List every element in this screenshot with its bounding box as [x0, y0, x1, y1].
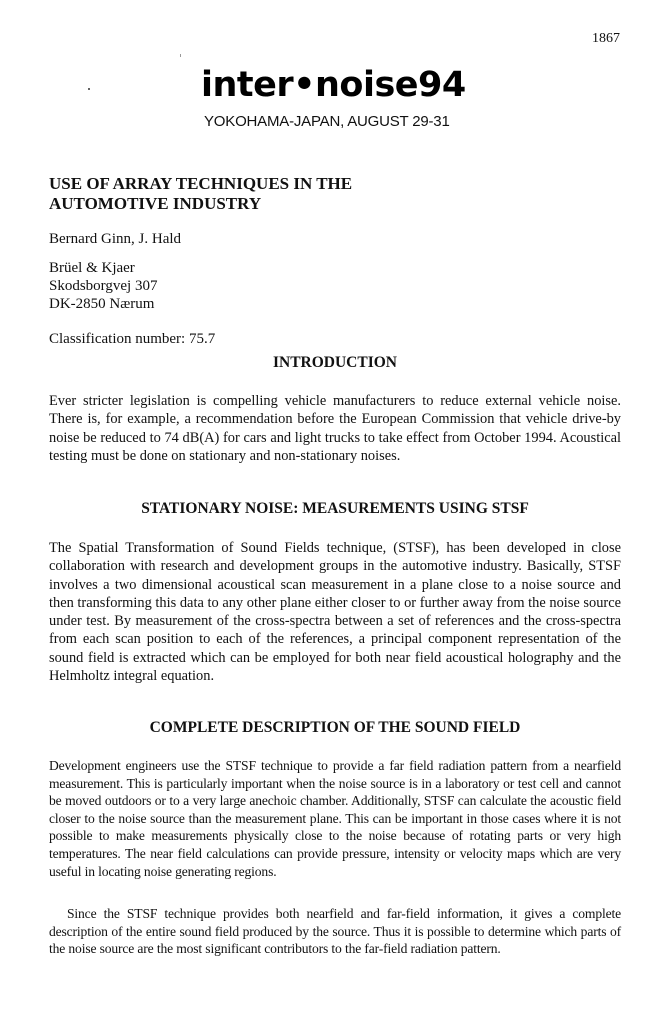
- paper-title-line-2: AUTOMOTIVE INDUSTRY: [49, 194, 262, 213]
- classification-number: Classification number: 75.7: [49, 331, 216, 347]
- affiliation-line: DK-2850 Nærum: [49, 296, 155, 312]
- affiliation-address: [49, 259, 157, 313]
- page-number: 1867: [592, 31, 620, 46]
- conference-logo: inter•noise94: [201, 65, 466, 105]
- section-heading-sound-field: COMPLETE DESCRIPTION OF THE SOUND FIELD: [149, 719, 521, 736]
- paragraph-sound-field-2: Since the STSF technique provides both nearfield and far-field information, it gives a complete description of the entire sound field produced by the source. Thus it is possible to determine which parts of the noise source are the most significant contributors to the far-field radiation pattern.: [49, 906, 621, 957]
- author-list: Bernard Ginn, J. Hald: [49, 231, 182, 247]
- section-heading-stationary-noise: STATIONARY NOISE: MEASUREMENTS USING STSF: [141, 500, 529, 517]
- scan-artifact-dot: [88, 88, 90, 90]
- scan-artifact-mark: [180, 54, 181, 57]
- paragraph-introduction: Ever stricter legislation is compelling vehicle manufacturers to reduce external vehicle noise. There is, for example, a recommendation before the European Commission that vehicle drive-by noise be reduced to 74 dB(A) for cars and light trucks to take effect from October 1994. Acoustical testing must be done on stationary and non-stationary noises.: [49, 393, 621, 464]
- affiliation-line: Brüel & Kjaer: [49, 260, 135, 276]
- paragraph-sound-field-1: Development engineers use the STSF technique to provide a far field radiation pattern from a nearfield measurement. This is particularly important when the noise source is in a laboratory or test cell and cannot be moved outdoors or to a very large anechoic chamber. Additionally, STSF can calculate the acoustic field closer to the noise source than the measurement plane. This can be important in those cases where it is not possible to make measurements physically close to the noise because of rotating parts or very high temperatures. The near field calculations can provide pressure, intensity or velocity maps which are very useful in locating noise generating regions.: [49, 758, 621, 879]
- paper-title-line-1: USE OF ARRAY TECHNIQUES IN THE: [49, 174, 353, 193]
- conference-subtitle: YOKOHAMA-JAPAN, AUGUST 29-31: [204, 113, 450, 130]
- paper-title: [49, 174, 449, 214]
- paragraph-stationary-noise: The Spatial Transformation of Sound Fields technique, (STSF), has been developed in close collaboration with research and development groups in the automotive industry. Basically, STSF involves a two dimensional acoustical scan measurement in a plane close to a noise source and then transforming this data to any other plane either closer to or further away from the noise source under test. By measurement of the cross-spectra between a set of references and the cross-spectra from each scan position to each of the references, a principal component representation of the sound field is extracted which can be employed for both near field acoustical holography and the Helmholtz integral equation.: [49, 540, 621, 685]
- section-heading-introduction: INTRODUCTION: [272, 354, 397, 371]
- affiliation-line: Skodsborgvej 307: [49, 278, 158, 294]
